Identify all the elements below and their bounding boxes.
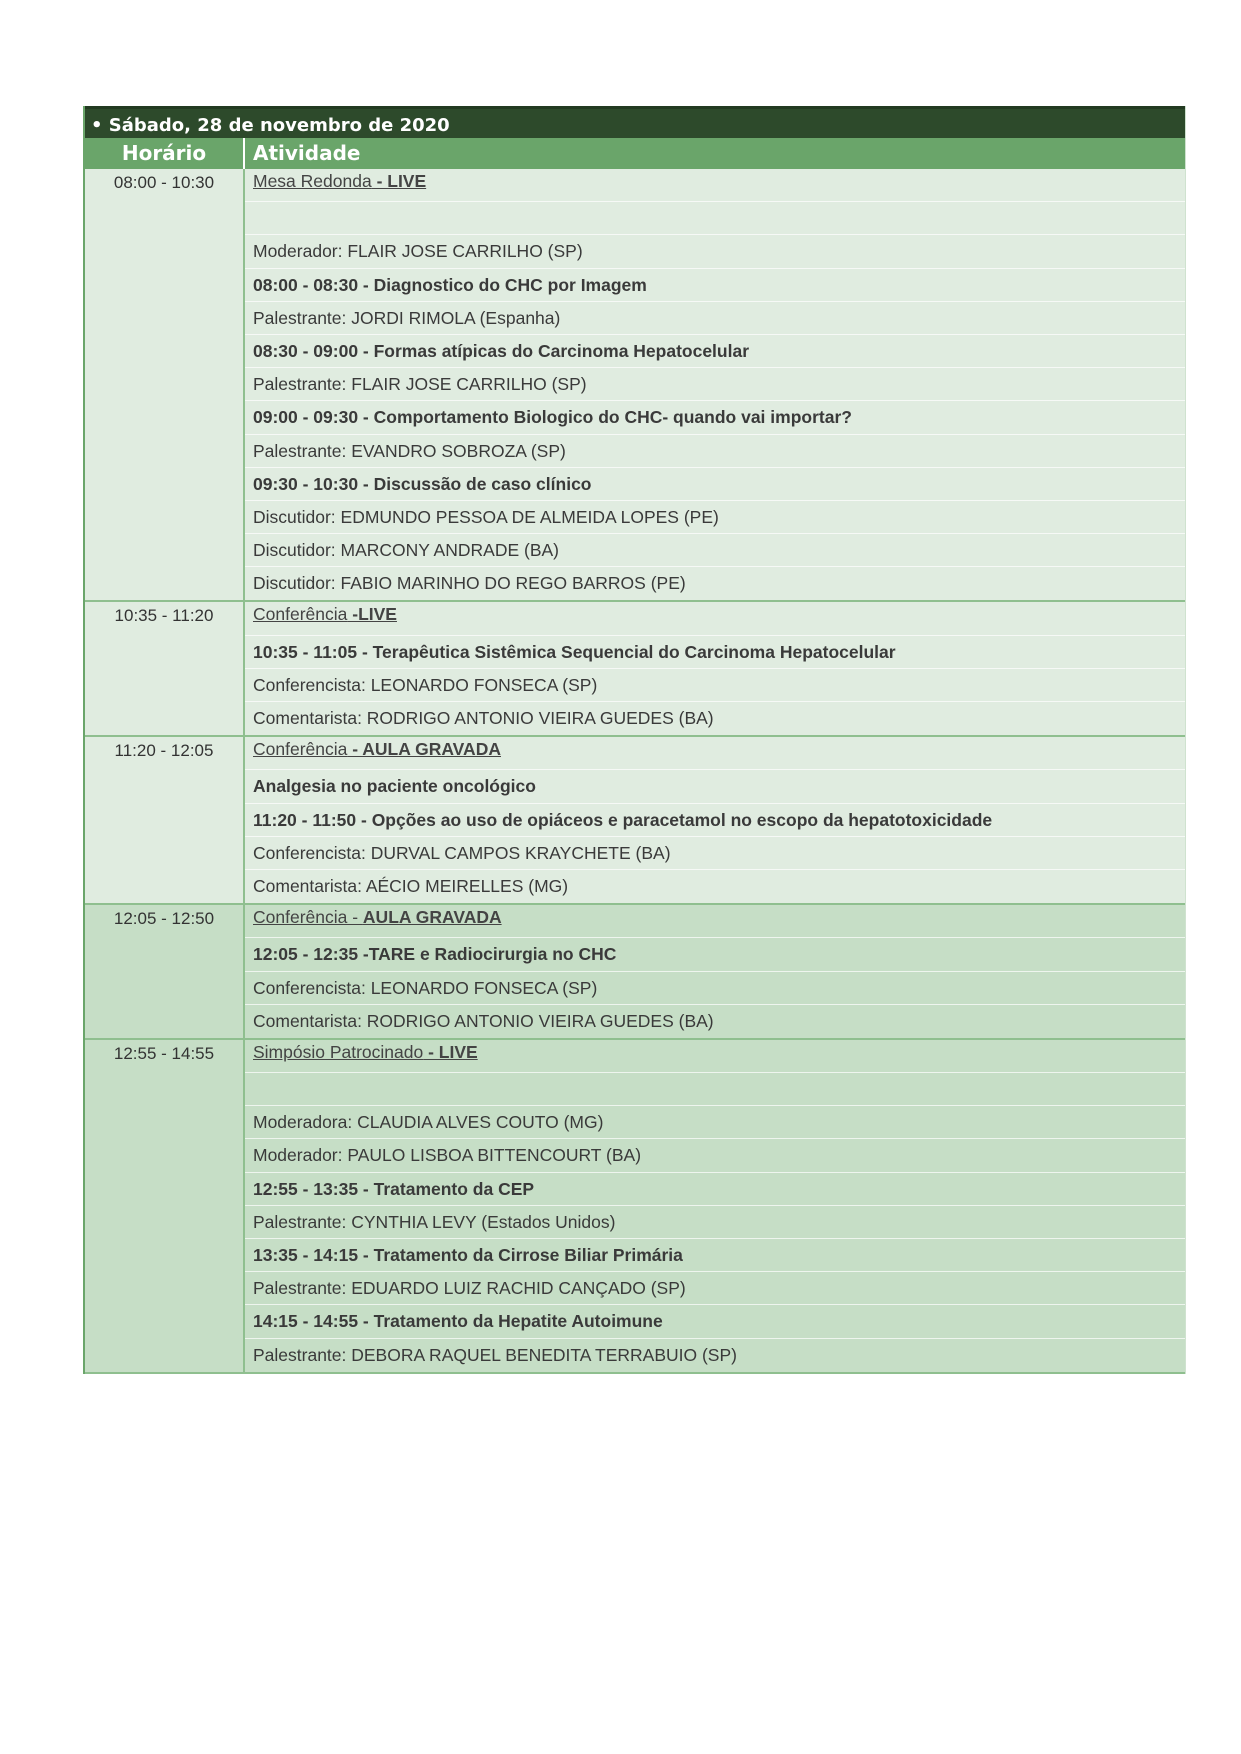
activity-cell <box>245 737 1185 903</box>
session-mode: - AULA GRAVADA <box>347 739 501 760</box>
person-line: Palestrante: FLAIR JOSE CARRILHO (SP) <box>245 368 1185 401</box>
person-line: Discutidor: MARCONY ANDRADE (BA) <box>245 534 1185 567</box>
schedule-block <box>85 1040 1185 1374</box>
talk-line: 08:30 - 09:00 - Formas atípicas do Carcinoma Hepatocelular <box>245 335 1185 368</box>
person-line: Palestrante: CYNTHIA LEVY (Estados Unidos) <box>245 1206 1185 1239</box>
activity-cell <box>245 905 1185 1038</box>
talk-line: 12:55 - 13:35 - Tratamento da CEP <box>245 1173 1185 1206</box>
talk-line: 14:15 - 14:55 - Tratamento da Hepatite Autoimune <box>245 1305 1185 1338</box>
talk-line: 09:30 - 10:30 - Discussão de caso clínico <box>245 468 1185 501</box>
person-line: Conferencista: LEONARDO FONSECA (SP) <box>245 669 1185 702</box>
schedule-block <box>85 602 1185 737</box>
person-line: Conferencista: DURVAL CAMPOS KRAYCHETE (BA) <box>245 837 1185 870</box>
activity-cell <box>245 602 1185 735</box>
schedule-block <box>85 905 1185 1040</box>
session-mode: - LIVE <box>423 1041 478 1062</box>
activity-cell <box>245 169 1185 600</box>
column-header-time: Horário <box>85 138 245 169</box>
schedule-block <box>85 737 1185 905</box>
time-cell: 12:55 - 14:55 <box>85 1040 245 1372</box>
time-cell: 11:20 - 12:05 <box>85 737 245 903</box>
person-line: Palestrante: EDUARDO LUIZ RACHID CANÇADO (SP) <box>245 1272 1185 1305</box>
schedule-blocks <box>85 169 1185 1374</box>
talk-line: Analgesia no paciente oncológico <box>245 770 1185 803</box>
time-cell: 12:05 - 12:50 <box>85 905 245 1038</box>
session-type: Mesa Redonda <box>253 171 372 191</box>
session-title <box>245 602 1185 635</box>
talk-line: 09:00 - 09:30 - Comportamento Biologico do CHC- quando vai importar? <box>245 401 1185 434</box>
person-line: Palestrante: JORDI RIMOLA (Espanha) <box>245 302 1185 335</box>
person-line: Moderador: PAULO LISBOA BITTENCOURT (BA) <box>245 1139 1185 1172</box>
session-title <box>245 737 1185 770</box>
person-line: Conferencista: LEONARDO FONSECA (SP) <box>245 972 1185 1005</box>
session-mode: AULA GRAVADA <box>362 907 502 928</box>
person-line: Discutidor: EDMUNDO PESSOA DE ALMEIDA LOPES (PE) <box>245 501 1185 534</box>
session-mode: -LIVE <box>347 604 397 625</box>
column-header-row <box>85 138 1185 169</box>
talk-line: 10:35 - 11:05 - Terapêutica Sistêmica Sequencial do Carcinoma Hepatocelular <box>245 636 1185 669</box>
session-mode: - LIVE <box>371 171 427 191</box>
person-line: Moderadora: CLAUDIA ALVES COUTO (MG) <box>245 1106 1185 1139</box>
time-cell: 10:35 - 11:20 <box>85 602 245 735</box>
person-line: Palestrante: DEBORA RAQUEL BENEDITA TERRABUIO (SP) <box>253 1344 737 1365</box>
day-header: • Sábado, 28 de novembro de 2020 <box>85 106 1185 138</box>
talk-line: 13:35 - 14:15 - Tratamento da Cirrose Biliar Primária <box>245 1239 1185 1272</box>
session-title <box>245 1040 1185 1073</box>
session-type: Conferência <box>253 604 348 625</box>
talk-line: 12:05 - 12:35 -TARE e Radiocirurgia no CHC <box>245 938 1185 971</box>
blank-line <box>245 202 1185 235</box>
session-title <box>245 169 1185 202</box>
talk-line: 11:20 - 11:50 - Opções ao uso de opiáceos e paracetamol no escopo da hepatotoxicidade <box>245 804 1185 837</box>
person-line: Comentarista: RODRIGO ANTONIO VIEIRA GUEDES (BA) <box>253 1010 714 1031</box>
session-type: Conferência - <box>253 907 363 928</box>
person-line: Palestrante: EVANDRO SOBROZA (SP) <box>245 435 1185 468</box>
person-line: Comentarista: RODRIGO ANTONIO VIEIRA GUEDES (BA) <box>253 708 714 728</box>
activity-cell <box>245 1040 1185 1372</box>
session-type: Conferência <box>253 739 348 760</box>
person-line: Comentarista: AÉCIO MEIRELLES (MG) <box>253 875 569 896</box>
person-line: Moderador: FLAIR JOSE CARRILHO (SP) <box>245 235 1185 268</box>
column-header-activity: Atividade <box>253 141 361 165</box>
session-type: Simpósio Patrocinado <box>253 1041 424 1062</box>
session-title <box>245 905 1185 938</box>
blank-line <box>245 1073 1185 1106</box>
talk-line: 08:00 - 08:30 - Diagnostico do CHC por Imagem <box>245 269 1185 302</box>
time-cell: 08:00 - 10:30 <box>85 169 245 600</box>
schedule-block <box>85 169 1185 602</box>
person-line: Discutidor: FABIO MARINHO DO REGO BARROS (PE) <box>253 573 686 594</box>
schedule-table <box>83 106 1186 1374</box>
